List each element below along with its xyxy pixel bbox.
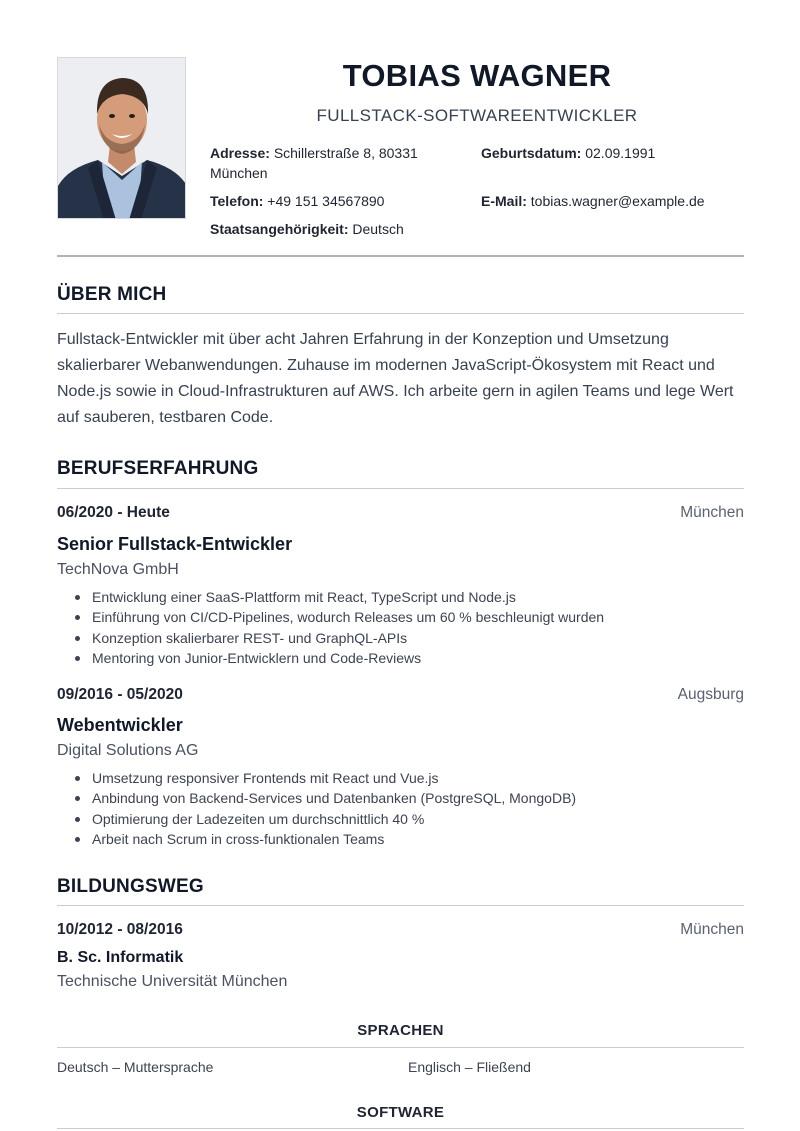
entry-date: 09/2016 - 05/2020: [57, 686, 183, 703]
bullet-item: Entwicklung einer SaaS-Plattform mit React, TypeScript und Node.js: [73, 587, 604, 607]
entry-bullets: [73, 587, 604, 668]
nationality-value: Deutsch: [352, 221, 404, 237]
profile-photo: [57, 57, 186, 219]
job-title: FULLSTACK-SOFTWAREENTWICKLER: [316, 106, 638, 125]
language-item: Deutsch – Muttersprache: [57, 1059, 214, 1075]
bullet-item: Anbindung von Backend-Services und Datenbanken (PostgreSQL, MongoDB): [73, 788, 576, 808]
address-label: Adresse:: [210, 145, 270, 161]
education-heading: BILDUNGSWEG: [57, 876, 204, 897]
languages-heading: SPRACHEN: [357, 1022, 444, 1039]
about-heading: ÜBER MICH: [57, 284, 167, 305]
header-divider: [57, 255, 744, 257]
entry-title: Webentwickler: [57, 715, 183, 735]
entry-bullets: [73, 768, 576, 849]
about-divider: [57, 313, 744, 314]
email-label: E-Mail:: [481, 193, 527, 209]
entry-location: München: [680, 504, 744, 521]
phone-value: +49 151 34567890: [267, 193, 385, 209]
email-value[interactable]: tobias.wagner@example.de: [530, 193, 705, 209]
entry-title: Senior Fullstack-Entwickler: [57, 534, 293, 554]
person-name: TOBIAS WAGNER: [342, 58, 612, 93]
portrait-image: [58, 58, 186, 219]
address-line1: Schillerstraße 8, 80331: [273, 145, 418, 161]
email-field: [481, 191, 705, 211]
entry-location: München: [680, 921, 744, 938]
language-item: Englisch – Fließend: [408, 1059, 531, 1075]
entry-date: 06/2020 - Heute: [57, 504, 170, 521]
experience-heading: BERUFSERFAHRUNG: [57, 458, 259, 479]
address-line2: München: [210, 165, 268, 181]
languages-divider: [57, 1047, 744, 1048]
address-field: [210, 143, 460, 183]
phone-label: Telefon:: [210, 193, 264, 209]
nationality-label: Staatsangehörigkeit:: [210, 221, 349, 237]
birthdate-field: [481, 143, 655, 163]
entry-date: 10/2012 - 08/2016: [57, 921, 183, 938]
nationality-field: [210, 219, 404, 239]
birthdate-value: 02.09.1991: [585, 145, 656, 161]
entry-location: Augsburg: [677, 686, 744, 703]
cv-page: [57, 0, 744, 1131]
education-divider: [57, 905, 744, 906]
software-divider: [57, 1128, 744, 1129]
experience-divider: [57, 488, 744, 489]
bullet-item: Arbeit nach Scrum in cross-funktionalen Teams: [73, 829, 576, 849]
bullet-item: Mentoring von Junior-Entwicklern und Code-Reviews: [73, 648, 604, 668]
entry-company: Digital Solutions AG: [57, 742, 199, 759]
bullet-item: Einführung von CI/CD-Pipelines, wodurch Releases um 60 % beschleunigt wurden: [73, 607, 604, 627]
entry-company: TechNova GmbH: [57, 561, 179, 578]
software-heading: SOFTWARE: [356, 1104, 445, 1121]
bullet-item: Optimierung der Ladezeiten um durchschnittlich 40 %: [73, 809, 576, 829]
bullet-item: Konzeption skalierbarer REST- und GraphQL-APIs: [73, 628, 604, 648]
birthdate-label: Geburtsdatum:: [481, 145, 582, 161]
bullet-item: Umsetzung responsiver Frontends mit React und Vue.js: [73, 768, 576, 788]
entry-degree: B. Sc. Informatik: [57, 949, 184, 966]
phone-field: [210, 191, 384, 211]
entry-school: Technische Universität München: [57, 973, 288, 990]
about-text: Fullstack-Entwickler mit über acht Jahren Erfahrung in der Konzeption und Umsetzung skalierbarer Webanwendungen. Zuhause im modernen JavaScript-Ökosystem mit React und Node.js sowie in Cloud-Infrastrukturen auf AWS. Ich arbeite gern in agilen Teams und lege Wert auf sauberen, testbaren Code.: [57, 331, 734, 426]
